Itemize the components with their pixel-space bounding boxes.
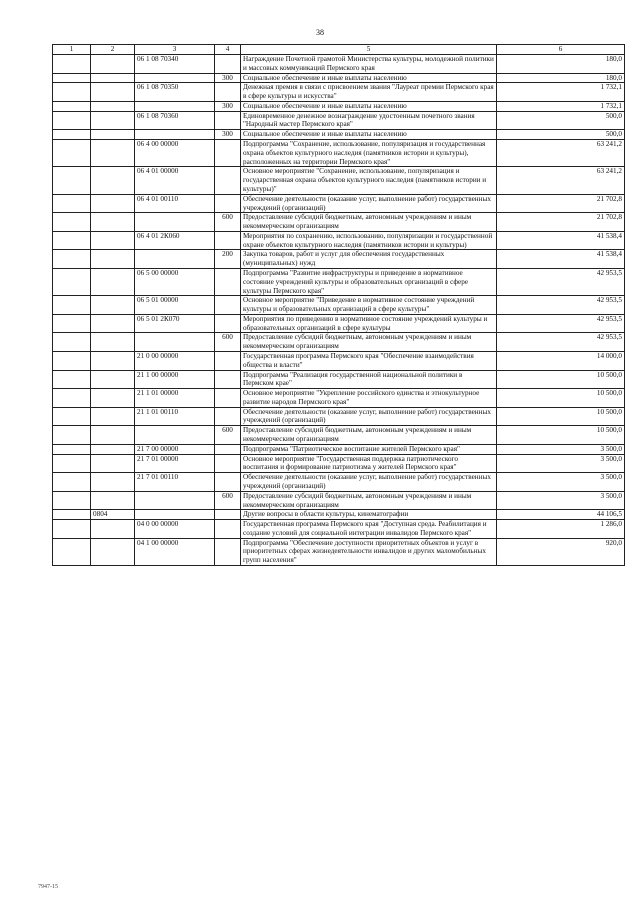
section-code-cell	[91, 454, 135, 473]
row-col1-cell	[53, 55, 91, 74]
table-row	[53, 538, 625, 565]
amount-cell: 1 732,1	[497, 101, 625, 111]
expense-type-cell	[215, 510, 241, 520]
expense-type-cell: 600	[215, 426, 241, 445]
item-name-cell: Мероприятия по сохранению, использованию, популяризации и государственной охране объектов культурного наследия (памятников истории и культуры)	[241, 231, 497, 250]
amount-cell: 500,0	[497, 111, 625, 130]
item-name-cell: Основное мероприятие "Приведение в нормативное состояние учреждений культуры и образовательных организаций в сфере культуры"	[241, 296, 497, 315]
table-row	[53, 491, 625, 510]
target-article-cell: 06 5 01 00000	[135, 296, 215, 315]
section-code-cell	[91, 296, 135, 315]
amount-cell: 10 500,0	[497, 426, 625, 445]
target-article-cell	[135, 73, 215, 83]
section-code-cell	[91, 352, 135, 371]
amount-cell: 21 702,8	[497, 213, 625, 232]
expense-type-cell	[215, 454, 241, 473]
row-col1-cell	[53, 538, 91, 565]
expense-type-cell	[215, 296, 241, 315]
row-col1-cell	[53, 101, 91, 111]
target-article-cell: 06 4 00 00000	[135, 140, 215, 167]
section-code-cell	[91, 101, 135, 111]
target-article-cell	[135, 213, 215, 232]
table-header	[53, 45, 625, 55]
amount-cell: 41 538,4	[497, 231, 625, 250]
table-row	[53, 83, 625, 102]
row-col1-cell	[53, 296, 91, 315]
target-article-cell: 21 1 01 00000	[135, 389, 215, 408]
section-code-cell	[91, 167, 135, 194]
item-name-cell: Предоставление субсидий бюджетным, автономным учреждениям и иным некоммерческим организациям	[241, 426, 497, 445]
table-row	[53, 167, 625, 194]
section-code-cell	[91, 426, 135, 445]
item-name-cell: Подпрограмма "Сохранение, использование, популяризация и государственная охрана объектов культурного наследия (памятников истории и культуры), расположенных на территории Пермского края"	[241, 140, 497, 167]
section-code-cell	[91, 314, 135, 333]
section-code-cell	[91, 370, 135, 389]
item-name-cell: Государственная программа Пермского края "Доступная среда. Реабилитация и создание условий для социальной интеграции инвалидов Пермского края"	[241, 520, 497, 539]
item-name-cell: Мероприятия по приведению в нормативное состояние учреждений культуры и образовательных организаций в сфере культуры	[241, 314, 497, 333]
table-row	[53, 454, 625, 473]
expense-type-cell: 600	[215, 213, 241, 232]
section-code-cell	[91, 389, 135, 408]
amount-cell: 3 500,0	[497, 473, 625, 492]
item-name-cell: Предоставление субсидий бюджетным, автономным учреждениям и иным некоммерческим организациям	[241, 213, 497, 232]
item-name-cell: Государственная программа Пермского края "Обеспечение взаимодействия общества и власти"	[241, 352, 497, 371]
expense-type-cell	[215, 83, 241, 102]
amount-cell: 180,0	[497, 55, 625, 74]
row-col1-cell	[53, 333, 91, 352]
table-row	[53, 101, 625, 111]
section-code-cell	[91, 194, 135, 213]
row-col1-cell	[53, 352, 91, 371]
table-row	[53, 111, 625, 130]
page-number: 38	[316, 28, 324, 37]
item-name-cell: Обеспечение деятельности (оказание услуг, выполнение работ) государственных учреждений (организаций)	[241, 194, 497, 213]
expense-type-cell	[215, 268, 241, 295]
table-row	[53, 231, 625, 250]
target-article-cell: 06 1 08 70340	[135, 55, 215, 74]
amount-cell: 3 500,0	[497, 454, 625, 473]
item-name-cell: Основное мероприятие "Сохранение, использование, популяризация и государственная охрана объектов культурного наследия (памятников истории и культуры)"	[241, 167, 497, 194]
header-row	[53, 45, 625, 55]
target-article-cell: 21 0 00 00000	[135, 352, 215, 371]
column-header-1: 1	[53, 45, 91, 55]
section-code-cell	[91, 333, 135, 352]
expense-type-cell: 200	[215, 250, 241, 269]
expense-type-cell: 300	[215, 130, 241, 140]
expense-type-cell	[215, 194, 241, 213]
row-col1-cell	[53, 111, 91, 130]
target-article-cell: 21 1 01 00110	[135, 407, 215, 426]
target-article-cell: 06 5 00 00000	[135, 268, 215, 295]
amount-cell: 1 732,1	[497, 83, 625, 102]
expense-type-cell	[215, 444, 241, 454]
expense-type-cell	[215, 389, 241, 408]
expense-type-cell	[215, 55, 241, 74]
target-article-cell	[135, 491, 215, 510]
expense-type-cell: 600	[215, 333, 241, 352]
item-name-cell: Подпрограмма "Обеспечение доступности приоритетных объектов и услуг в приоритетных сферах жизнедеятельности инвалидов и других маломобильных групп населения"	[241, 538, 497, 565]
expense-type-cell	[215, 314, 241, 333]
section-code-cell	[91, 520, 135, 539]
item-name-cell: Основное мероприятие "Государственная поддержка патриотического воспитания и формирование патриотизма у жителей Пермского края"	[241, 454, 497, 473]
table-row	[53, 130, 625, 140]
amount-cell: 42 953,5	[497, 333, 625, 352]
table-row	[53, 55, 625, 74]
expense-type-cell	[215, 538, 241, 565]
target-article-cell: 21 1 00 00000	[135, 370, 215, 389]
row-col1-cell	[53, 510, 91, 520]
table-row	[53, 520, 625, 539]
table-row	[53, 250, 625, 269]
item-name-cell: Предоставление субсидий бюджетным, автономным учреждениям и иным некоммерческим организациям	[241, 491, 497, 510]
budget-table	[52, 44, 625, 566]
row-col1-cell	[53, 491, 91, 510]
expense-type-cell	[215, 231, 241, 250]
item-name-cell: Социальное обеспечение и иные выплаты населению	[241, 130, 497, 140]
section-code-cell	[91, 250, 135, 269]
section-code-cell	[91, 55, 135, 74]
table-row	[53, 510, 625, 520]
target-article-cell: 06 5 01 2К070	[135, 314, 215, 333]
row-col1-cell	[53, 370, 91, 389]
item-name-cell: Предоставление субсидий бюджетным, автономным учреждениям и иным некоммерческим организациям	[241, 333, 497, 352]
amount-cell: 10 500,0	[497, 407, 625, 426]
section-code-cell	[91, 231, 135, 250]
expense-type-cell	[215, 520, 241, 539]
section-code-cell	[91, 213, 135, 232]
item-name-cell: Социальное обеспечение и иные выплаты населению	[241, 101, 497, 111]
expense-type-cell	[215, 140, 241, 167]
amount-cell: 180,0	[497, 73, 625, 83]
section-code-cell	[91, 73, 135, 83]
table-row	[53, 314, 625, 333]
row-col1-cell	[53, 444, 91, 454]
item-name-cell: Другие вопросы в области культуры, кинематографии	[241, 510, 497, 520]
target-article-cell: 06 4 01 00000	[135, 167, 215, 194]
row-col1-cell	[53, 473, 91, 492]
row-col1-cell	[53, 520, 91, 539]
section-code-cell	[91, 491, 135, 510]
table-row	[53, 407, 625, 426]
item-name-cell: Закупка товаров, работ и услуг для обеспечения государственных (муниципальных) нужд	[241, 250, 497, 269]
item-name-cell: Денежная премия в связи с присвоением звания "Лауреат премии Пермского края в сфере культуры и искусства"	[241, 83, 497, 102]
item-name-cell: Подпрограмма "Патриотическое воспитание жителей Пермского края"	[241, 444, 497, 454]
expense-type-cell	[215, 370, 241, 389]
column-header-4: 4	[215, 45, 241, 55]
table-row	[53, 426, 625, 445]
amount-cell: 500,0	[497, 130, 625, 140]
target-article-cell: 06 1 08 70350	[135, 83, 215, 102]
section-code-cell	[91, 538, 135, 565]
amount-cell: 3 500,0	[497, 444, 625, 454]
row-col1-cell	[53, 454, 91, 473]
item-name-cell: Награждение Почетной грамотой Министерства культуры, молодежной политики и массовых коммуникаций Пермского края	[241, 55, 497, 74]
table-row	[53, 370, 625, 389]
target-article-cell: 04 1 00 00000	[135, 538, 215, 565]
amount-cell: 63 241,2	[497, 167, 625, 194]
row-col1-cell	[53, 167, 91, 194]
row-col1-cell	[53, 426, 91, 445]
section-code-cell	[91, 268, 135, 295]
table-row	[53, 194, 625, 213]
item-name-cell: Обеспечение деятельности (оказание услуг, выполнение работ) государственных учреждений (организаций)	[241, 473, 497, 492]
section-code-cell	[91, 83, 135, 102]
table-row	[53, 73, 625, 83]
table-body	[53, 55, 625, 566]
row-col1-cell	[53, 83, 91, 102]
target-article-cell: 06 1 08 70360	[135, 111, 215, 130]
section-code-cell	[91, 140, 135, 167]
row-col1-cell	[53, 389, 91, 408]
amount-cell: 42 953,5	[497, 268, 625, 295]
column-header-6: 6	[497, 45, 625, 55]
row-col1-cell	[53, 250, 91, 269]
target-article-cell: 21 7 00 00000	[135, 444, 215, 454]
row-col1-cell	[53, 213, 91, 232]
target-article-cell: 21 7 01 00000	[135, 454, 215, 473]
amount-cell: 42 953,5	[497, 314, 625, 333]
target-article-cell: 06 4 01 2К060	[135, 231, 215, 250]
section-code-cell	[91, 473, 135, 492]
table-row	[53, 268, 625, 295]
target-article-cell	[135, 426, 215, 445]
section-code-cell	[91, 111, 135, 130]
amount-cell: 10 500,0	[497, 370, 625, 389]
amount-cell: 3 500,0	[497, 491, 625, 510]
section-code-cell	[91, 130, 135, 140]
amount-cell: 42 953,5	[497, 296, 625, 315]
item-name-cell: Социальное обеспечение и иные выплаты населению	[241, 73, 497, 83]
row-col1-cell	[53, 130, 91, 140]
target-article-cell	[135, 250, 215, 269]
item-name-cell: Подпрограмма "Развитие инфраструктуры и приведение в нормативное состояние учреждений культуры и образовательных организаций в сфере культуры Пермского края"	[241, 268, 497, 295]
expense-type-cell	[215, 407, 241, 426]
item-name-cell: Единовременное денежное вознаграждение удостоенным почетного звания "Народный мастер Пермского края"	[241, 111, 497, 130]
target-article-cell: 04 0 00 00000	[135, 520, 215, 539]
section-code-cell	[91, 407, 135, 426]
item-name-cell: Обеспечение деятельности (оказание услуг, выполнение работ) государственных учреждений (организаций)	[241, 407, 497, 426]
row-col1-cell	[53, 231, 91, 250]
row-col1-cell	[53, 140, 91, 167]
amount-cell: 14 000,0	[497, 352, 625, 371]
expense-type-cell	[215, 167, 241, 194]
amount-cell: 63 241,2	[497, 140, 625, 167]
table-row	[53, 389, 625, 408]
table-row	[53, 333, 625, 352]
table-row	[53, 444, 625, 454]
column-header-2: 2	[91, 45, 135, 55]
expense-type-cell	[215, 473, 241, 492]
amount-cell: 10 500,0	[497, 389, 625, 408]
table-row	[53, 473, 625, 492]
table-row	[53, 296, 625, 315]
target-article-cell	[135, 510, 215, 520]
amount-cell: 1 286,0	[497, 520, 625, 539]
target-article-cell	[135, 101, 215, 111]
amount-cell: 41 538,4	[497, 250, 625, 269]
target-article-cell: 21 7 01 00110	[135, 473, 215, 492]
table-row	[53, 213, 625, 232]
item-name-cell: Подпрограмма "Реализация государственной национальной политики в Пермском крае"	[241, 370, 497, 389]
expense-type-cell	[215, 111, 241, 130]
amount-cell: 44 106,5	[497, 510, 625, 520]
row-col1-cell	[53, 73, 91, 83]
section-code-cell: 0804	[91, 510, 135, 520]
row-col1-cell	[53, 407, 91, 426]
expense-type-cell: 600	[215, 491, 241, 510]
table-row	[53, 352, 625, 371]
amount-cell: 21 702,8	[497, 194, 625, 213]
expense-type-cell: 300	[215, 73, 241, 83]
footer-code: 7947-15	[38, 884, 58, 890]
row-col1-cell	[53, 314, 91, 333]
section-code-cell	[91, 444, 135, 454]
expense-type-cell: 300	[215, 101, 241, 111]
target-article-cell: 06 4 01 00110	[135, 194, 215, 213]
expense-type-cell	[215, 352, 241, 371]
row-col1-cell	[53, 268, 91, 295]
item-name-cell: Основное мероприятие "Укрепление российского единства и этнокультурное развитие народов Пермского края"	[241, 389, 497, 408]
table-row	[53, 140, 625, 167]
target-article-cell	[135, 130, 215, 140]
row-col1-cell	[53, 194, 91, 213]
column-header-3: 3	[135, 45, 215, 55]
column-header-5: 5	[241, 45, 497, 55]
target-article-cell	[135, 333, 215, 352]
amount-cell: 920,0	[497, 538, 625, 565]
